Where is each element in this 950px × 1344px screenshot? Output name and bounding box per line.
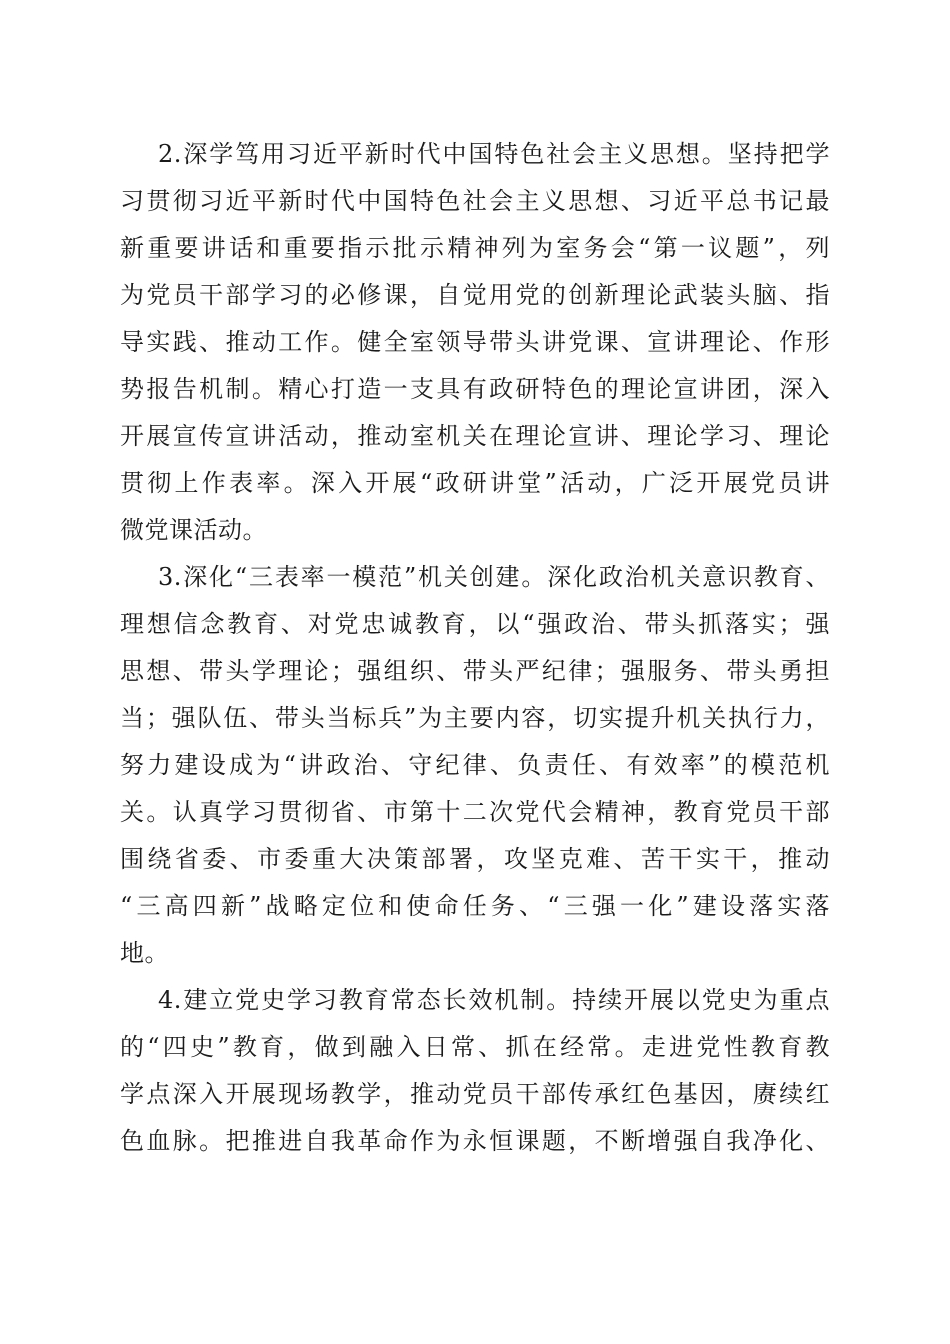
- text-line: 新重要讲话和重要指示批示精神列为室务会“第一议题”，列: [120, 234, 830, 262]
- paragraph-2-heading-line: 2.深学笃用习近平新时代中国特色社会主义思想。坚持把学: [158, 140, 830, 168]
- text-line: 理想信念教育、对党忠诚教育，以“强政治、带头抓落实；强: [120, 610, 830, 638]
- text-line: 当；强队伍、带头当标兵”为主要内容，切实提升机关执行力，: [120, 704, 830, 732]
- paragraph-3-heading-line: 3.深化“三表率一模范”机关创建。深化政治机关意识教育、: [158, 563, 830, 591]
- text-line: 思想、带头学理论；强组织、带头严纪律；强服务、带头勇担: [120, 657, 830, 685]
- text-line: 学点深入开展现场教学，推动党员干部传承红色基因，赓续红: [120, 1080, 830, 1108]
- text-line: 为党员干部学习的必修课，自觉用党的创新理论武装头脑、指: [120, 281, 830, 309]
- text-line: 的“四史”教育，做到融入日常、抓在经常。走进党性教育教: [120, 1033, 830, 1061]
- document-body: [120, 131, 830, 1165]
- text-line: 习贯彻习近平新时代中国特色社会主义思想、习近平总书记最: [120, 187, 830, 215]
- text-line: 努力建设成为“讲政治、守纪律、负责任、有效率”的模范机: [120, 751, 830, 779]
- text-line: 围绕省委、市委重大决策部署，攻坚克难、苦干实干，推动: [120, 845, 830, 873]
- text-line: 色血脉。把推进自我革命作为永恒课题，不断增强自我净化、: [120, 1127, 830, 1155]
- text-line: 关。认真学习贯彻省、市第十二次党代会精神，教育党员干部: [120, 798, 830, 826]
- text-line: 地。: [120, 939, 169, 967]
- text-line: 势报告机制。精心打造一支具有政研特色的理论宣讲团，深入: [120, 375, 830, 403]
- text-line: 开展宣传宣讲活动，推动室机关在理论宣讲、理论学习、理论: [120, 422, 830, 450]
- text-line: 贯彻上作表率。深入开展“政研讲堂”活动，广泛开展党员讲: [120, 469, 830, 497]
- text-line: “三高四新”战略定位和使命任务、“三强一化”建设落实落: [120, 892, 830, 920]
- text-line: 导实践、推动工作。健全室领导带头讲党课、宣讲理论、作形: [120, 328, 830, 356]
- text-line: 微党课活动。: [120, 516, 267, 544]
- paragraph-4-heading-line: 4.建立党史学习教育常态长效机制。持续开展以党史为重点: [158, 986, 830, 1014]
